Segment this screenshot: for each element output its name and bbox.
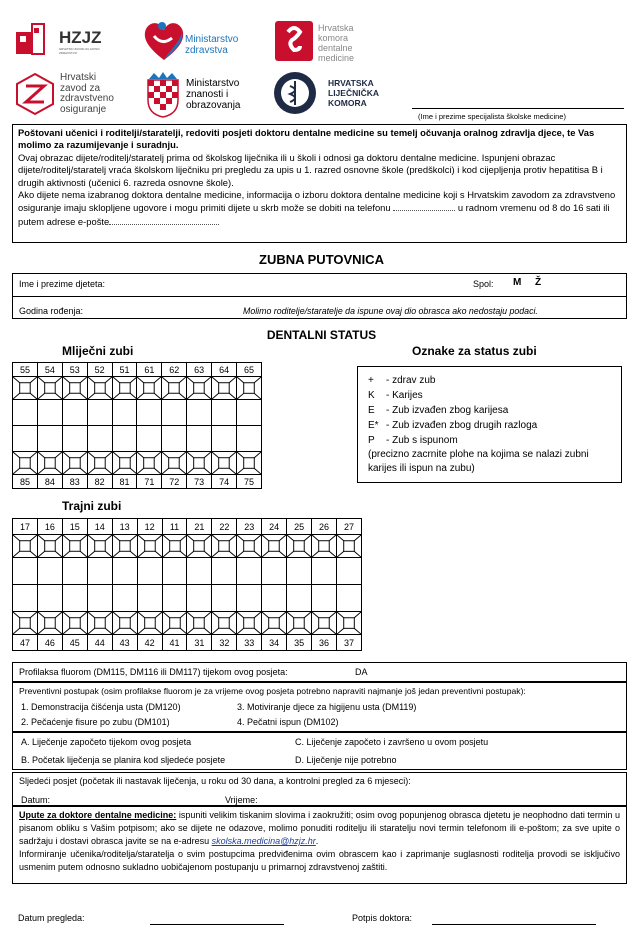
tooth-status-41[interactable] bbox=[162, 585, 187, 612]
tooth-number-82: 82 bbox=[87, 475, 112, 489]
tooth-surfaces-34[interactable] bbox=[262, 612, 287, 635]
hzzo-line1: Hrvatski bbox=[60, 72, 97, 83]
milk-upper-surfaces bbox=[13, 377, 262, 400]
tooth-status-63[interactable] bbox=[187, 400, 212, 426]
tooth-surfaces-32[interactable] bbox=[212, 612, 237, 635]
treatment-c[interactable]: C. Liječenje započeto i završeno u ovom posjetu bbox=[295, 737, 489, 747]
instructions-text bbox=[19, 809, 620, 848]
tooth-number-81: 81 bbox=[112, 475, 137, 489]
tooth-status-13[interactable] bbox=[112, 558, 137, 585]
tooth-surfaces-52[interactable] bbox=[87, 377, 112, 400]
tooth-number-16: 16 bbox=[37, 519, 62, 535]
instructions-end: . bbox=[315, 836, 319, 846]
doctor-signature-line[interactable] bbox=[432, 924, 596, 925]
tooth-number-36: 36 bbox=[312, 635, 337, 651]
croatian-coat-of-arms-icon bbox=[146, 72, 180, 118]
treatment-box bbox=[12, 732, 627, 770]
tooth-surfaces-64[interactable] bbox=[212, 377, 237, 400]
tooth-surfaces-24[interactable] bbox=[262, 535, 287, 558]
hlk-line2: LIJEČNIČKA bbox=[328, 88, 380, 98]
parents-note: Molimo roditelje/staratelje da ispune ovaj dio obrasca ako nedostaju podaci. bbox=[243, 306, 538, 316]
instructions-consent: Informiranje učenika/roditelja/staratelja o svim postupcima predviđenima ovim obrascem kao i zaprimanje suglasnosti roditelja provodi se isključivo usmenim putem odnosno sukladno uobičajenom postupanju u primarnoj zdravstvenoj zaštiti. bbox=[19, 849, 620, 872]
tooth-surfaces-63[interactable] bbox=[187, 377, 212, 400]
legend-text: - zdrav zub bbox=[386, 375, 436, 386]
tooth-status-51[interactable] bbox=[112, 400, 137, 426]
intro-contact-text-2: u radnom vremenu od 8 do 16 sati ili putem adrese e-pošte bbox=[18, 202, 610, 227]
tooth-status-36[interactable] bbox=[312, 585, 337, 612]
fluor-label: Profilaksa fluorom (DM115, DM116 ili DM117) tijekom ovog posjeta: bbox=[19, 667, 288, 677]
tooth-status-52[interactable] bbox=[87, 400, 112, 426]
tooth-status-34[interactable] bbox=[262, 585, 287, 612]
tooth-status-32[interactable] bbox=[212, 585, 237, 612]
tooth-number-31: 31 bbox=[187, 635, 212, 651]
tooth-number-45: 45 bbox=[62, 635, 87, 651]
tooth-surfaces-14[interactable] bbox=[87, 535, 112, 558]
tooth-surfaces-43[interactable] bbox=[112, 612, 137, 635]
tooth-status-46[interactable] bbox=[37, 585, 62, 612]
tooth-status-14[interactable] bbox=[87, 558, 112, 585]
milk-teeth-chart bbox=[12, 362, 262, 489]
tooth-status-75[interactable] bbox=[237, 426, 262, 452]
tooth-status-53[interactable] bbox=[62, 400, 87, 426]
tooth-number-75: 75 bbox=[237, 475, 262, 489]
tooth-status-43[interactable] bbox=[112, 585, 137, 612]
hzjz-sub: HRVATSKI ZAVOD ZA JAVNO ZDRAVSTVO bbox=[59, 47, 100, 55]
tooth-surfaces-26[interactable] bbox=[312, 535, 337, 558]
tooth-status-83[interactable] bbox=[62, 426, 87, 452]
tooth-status-25[interactable] bbox=[287, 558, 312, 585]
tooth-number-62: 62 bbox=[162, 363, 187, 377]
tooth-number-12: 12 bbox=[137, 519, 162, 535]
tooth-surfaces-62[interactable] bbox=[162, 377, 187, 400]
instructions-heading: Upute za doktore dentalne medicine: bbox=[19, 810, 177, 820]
doctor-signature-label: Potpis doktora: bbox=[352, 913, 413, 923]
tooth-status-81[interactable] bbox=[112, 426, 137, 452]
logo-hzzo bbox=[14, 72, 124, 116]
tooth-status-65[interactable] bbox=[237, 400, 262, 426]
preventive-item-4[interactable]: 4. Pečatni ispun (DM102) bbox=[237, 717, 339, 727]
tooth-surfaces-16[interactable] bbox=[37, 535, 62, 558]
milk-upper-status bbox=[13, 400, 262, 426]
tooth-surfaces-13[interactable] bbox=[112, 535, 137, 558]
tooth-number-83: 83 bbox=[62, 475, 87, 489]
legend-code: + bbox=[368, 375, 374, 386]
tooth-number-23: 23 bbox=[237, 519, 262, 535]
tooth-surfaces-82[interactable] bbox=[87, 452, 112, 475]
milk-lower-surfaces bbox=[13, 452, 262, 475]
tooth-number-21: 21 bbox=[187, 519, 212, 535]
tooth-surfaces-21[interactable] bbox=[187, 535, 212, 558]
instructions-box bbox=[12, 806, 627, 884]
kdm-line1: Hrvatska bbox=[318, 23, 354, 33]
tooth-status-33[interactable] bbox=[237, 585, 262, 612]
perm-lower-numbers bbox=[13, 635, 362, 651]
tooth-status-74[interactable] bbox=[212, 426, 237, 452]
preventive-label: Preventivni postupak (osim profilakse fluorom je za vrijeme ovog posjeta potrebno napraviti najmanje još jedan preventivni postupak): bbox=[19, 686, 526, 696]
fluor-box bbox=[12, 662, 627, 682]
tooth-number-13: 13 bbox=[112, 519, 137, 535]
tooth-status-72[interactable] bbox=[162, 426, 187, 452]
intro-contact bbox=[18, 189, 621, 228]
tooth-surfaces-71[interactable] bbox=[137, 452, 162, 475]
birth-year-label: Godina rođenja: bbox=[19, 306, 84, 316]
tooth-surfaces-23[interactable] bbox=[237, 535, 262, 558]
tooth-number-71: 71 bbox=[137, 475, 162, 489]
hzzo-emblem-icon bbox=[14, 72, 56, 116]
exam-date-label: Datum pregleda: bbox=[18, 913, 85, 923]
tooth-number-27: 27 bbox=[336, 519, 361, 535]
tooth-status-15[interactable] bbox=[62, 558, 87, 585]
tooth-number-74: 74 bbox=[212, 475, 237, 489]
legend-code: E* bbox=[368, 420, 379, 431]
hlk-line1: HRVATSKA bbox=[328, 78, 374, 88]
tooth-surfaces-37[interactable] bbox=[336, 612, 361, 635]
legend-code: P bbox=[368, 435, 375, 446]
milk-lower-numbers bbox=[13, 475, 262, 489]
tooth-surfaces-15[interactable] bbox=[62, 535, 87, 558]
kdm-line3: dentalne bbox=[318, 43, 353, 53]
tooth-number-11: 11 bbox=[162, 519, 187, 535]
next-visit-box bbox=[12, 772, 627, 806]
medical-chamber-seal-icon bbox=[272, 70, 318, 116]
tooth-number-26: 26 bbox=[312, 519, 337, 535]
preventive-item-1[interactable]: 1. Demonstracija čišćenja usta (DM120) bbox=[21, 702, 181, 712]
tooth-surfaces-45[interactable] bbox=[62, 612, 87, 635]
instructions-body: ispuniti velikim tiskanim slovima i zaokružiti; osim ovog popunjenog obrasca djetetu je neophodno dati termin u pisanom obliku s Vašim potpisom; ako se dijete ne odazove, molimo ponuditi roditelju ili staratelju novi termin telefonom ili e-poštom; za sve upite o sadržaju i dostavi obrasca javite se na e-adresu bbox=[19, 810, 621, 846]
logo-hzjz bbox=[14, 22, 109, 58]
legend-item bbox=[368, 418, 611, 433]
tooth-number-55: 55 bbox=[13, 363, 38, 377]
tooth-number-17: 17 bbox=[13, 519, 38, 535]
kdm-line4: medicine bbox=[318, 53, 355, 63]
tooth-number-51: 51 bbox=[112, 363, 137, 377]
specialist-name-line[interactable] bbox=[412, 108, 624, 109]
tooth-number-54: 54 bbox=[37, 363, 62, 377]
treatment-d[interactable]: D. Liječenje nije potrebno bbox=[295, 755, 397, 765]
phone-redacted bbox=[393, 201, 455, 211]
hzjz-name: HZJZ bbox=[59, 28, 102, 47]
legend-title: Oznake za status zubi bbox=[412, 344, 537, 358]
tooth-number-52: 52 bbox=[87, 363, 112, 377]
tooth-surfaces-46[interactable] bbox=[37, 612, 62, 635]
milk-teeth-title: Mliječni zubi bbox=[62, 344, 134, 358]
hzzo-line3: zdravstveno bbox=[60, 93, 114, 104]
mz-line1: Ministarstvo bbox=[185, 34, 239, 45]
tooth-surfaces-22[interactable] bbox=[212, 535, 237, 558]
tooth-status-71[interactable] bbox=[137, 426, 162, 452]
child-info-box bbox=[12, 273, 627, 319]
legend-code: K bbox=[368, 390, 375, 401]
email-redacted bbox=[109, 215, 219, 225]
tooth-status-35[interactable] bbox=[287, 585, 312, 612]
intro-contact-text: Ako dijete nema izabranog doktora dentalne medicine, informacija o izboru doktora dentalne medicine koji s Hrvatskim zavodom za zdravstveno osiguranje imaju sklopljene ugovore i mogu primiti dijete u skrb može se dobiti na telefonu bbox=[18, 189, 616, 214]
tooth-surfaces-36[interactable] bbox=[312, 612, 337, 635]
tooth-surfaces-41[interactable] bbox=[162, 612, 187, 635]
legend-text: - Zub s ispunom bbox=[386, 435, 458, 446]
tooth-status-17[interactable] bbox=[13, 558, 38, 585]
legend-note: (precizno zacrnite plohe na kojima se nalazi zubni karijes ili ispun na zubu) bbox=[368, 449, 589, 474]
preventive-item-2[interactable]: 2. Pečaćenje fisure po zubu (DM101) bbox=[21, 717, 170, 727]
logo-ministarstvo-zdravstva bbox=[140, 16, 260, 64]
mzo-line2: znanosti i bbox=[186, 89, 229, 100]
tooth-surfaces-27[interactable] bbox=[336, 535, 361, 558]
specialist-name-label: (Ime i prezime specijalista školske medicine) bbox=[418, 112, 566, 121]
tooth-status-31[interactable] bbox=[187, 585, 212, 612]
tooth-status-55[interactable] bbox=[13, 400, 38, 426]
tooth-surfaces-53[interactable] bbox=[62, 377, 87, 400]
tooth-status-12[interactable] bbox=[137, 558, 162, 585]
tooth-surfaces-65[interactable] bbox=[237, 377, 262, 400]
tooth-status-64[interactable] bbox=[212, 400, 237, 426]
tooth-number-72: 72 bbox=[162, 475, 187, 489]
sex-option-m[interactable]: M bbox=[513, 277, 522, 288]
tooth-surfaces-84[interactable] bbox=[37, 452, 62, 475]
tooth-number-63: 63 bbox=[187, 363, 212, 377]
logo-hlk bbox=[272, 70, 392, 116]
legend-text: - Zub izvađen zbog drugih razloga bbox=[386, 420, 538, 431]
logo-ministarstvo-znanosti bbox=[146, 72, 266, 118]
mz-line2: zdravstva bbox=[185, 45, 228, 56]
intro-box bbox=[12, 124, 627, 243]
hzjz-emblem-icon bbox=[14, 22, 54, 58]
child-name-label: Ime i prezime djeteta: bbox=[19, 279, 106, 289]
tooth-surfaces-74[interactable] bbox=[212, 452, 237, 475]
perm-upper-status bbox=[13, 558, 362, 585]
tooth-number-32: 32 bbox=[212, 635, 237, 651]
treatment-a[interactable]: A. Liječenje započeto tijekom ovog posjeta bbox=[21, 737, 192, 747]
tooth-status-16[interactable] bbox=[37, 558, 62, 585]
tooth-status-22[interactable] bbox=[212, 558, 237, 585]
perm-upper-numbers bbox=[13, 519, 362, 535]
tooth-number-37: 37 bbox=[336, 635, 361, 651]
tooth-number-43: 43 bbox=[112, 635, 137, 651]
instructions-email-link[interactable]: skolska.medicina@hzjz.hr bbox=[211, 836, 316, 846]
intro-purpose: Ovaj obrazac dijete/roditelj/staratelj prima od školskog liječnika ili u školi i odnosi ga doktoru dentalne medicine. Ispunjeni obrazac dijete/roditelj/staratelj vraća školskom liječniku pri pregledu za upis u 1. razred osnovne škole (predškolci) i kod cijepljenja protiv hepatitisa B i drugih aktivnosti (učenici 6. razreda osnovne škole). bbox=[18, 151, 603, 188]
tooth-status-47[interactable] bbox=[13, 585, 38, 612]
tooth-number-22: 22 bbox=[212, 519, 237, 535]
dental-status-title: DENTALNI STATUS bbox=[266, 328, 377, 342]
sex-option-z[interactable]: Ž bbox=[535, 277, 542, 288]
tooth-surfaces-33[interactable] bbox=[237, 612, 262, 635]
tooth-status-23[interactable] bbox=[237, 558, 262, 585]
tooth-number-44: 44 bbox=[87, 635, 112, 651]
legend-item bbox=[368, 403, 611, 418]
tooth-surfaces-25[interactable] bbox=[287, 535, 312, 558]
legend-item bbox=[368, 373, 611, 388]
tooth-surfaces-75[interactable] bbox=[237, 452, 262, 475]
tooth-surfaces-42[interactable] bbox=[137, 612, 162, 635]
tooth-number-85: 85 bbox=[13, 475, 38, 489]
form-title: ZUBNA PUTOVNICA bbox=[259, 252, 384, 267]
tooth-status-82[interactable] bbox=[87, 426, 112, 452]
tooth-surfaces-54[interactable] bbox=[37, 377, 62, 400]
tooth-status-73[interactable] bbox=[187, 426, 212, 452]
tooth-surfaces-11[interactable] bbox=[162, 535, 187, 558]
tooth-status-61[interactable] bbox=[137, 400, 162, 426]
tooth-status-37[interactable] bbox=[336, 585, 361, 612]
exam-date-line[interactable] bbox=[150, 924, 284, 925]
fluor-value[interactable]: DA bbox=[355, 667, 368, 677]
mzo-line1: Ministarstvo bbox=[186, 78, 240, 89]
tooth-surfaces-35[interactable] bbox=[287, 612, 312, 635]
dental-chamber-icon bbox=[274, 20, 314, 62]
tooth-number-53: 53 bbox=[62, 363, 87, 377]
tooth-status-54[interactable] bbox=[37, 400, 62, 426]
tooth-status-62[interactable] bbox=[162, 400, 187, 426]
tooth-number-14: 14 bbox=[87, 519, 112, 535]
tooth-status-27[interactable] bbox=[336, 558, 361, 585]
tooth-surfaces-47[interactable] bbox=[13, 612, 38, 635]
tooth-surfaces-61[interactable] bbox=[137, 377, 162, 400]
preventive-box bbox=[12, 682, 627, 732]
milk-lower-status bbox=[13, 426, 262, 452]
tooth-surfaces-17[interactable] bbox=[13, 535, 38, 558]
preventive-item-3[interactable]: 3. Motiviranje djece za higijenu usta (DM119) bbox=[237, 702, 417, 712]
treatment-b[interactable]: B. Početak liječenja se planira kod sljedeće posjete bbox=[21, 755, 226, 765]
legend-text: - Zub izvađen zbog karijesa bbox=[386, 405, 509, 416]
logo-komora-dentalne bbox=[274, 20, 374, 64]
tooth-status-42[interactable] bbox=[137, 585, 162, 612]
hzzo-line2: zavod za bbox=[60, 82, 101, 94]
legend-item bbox=[368, 433, 611, 448]
tooth-number-15: 15 bbox=[62, 519, 87, 535]
legend-box bbox=[357, 366, 622, 483]
tooth-surfaces-83[interactable] bbox=[62, 452, 87, 475]
hzzo-line4: osiguranje bbox=[60, 103, 107, 115]
tooth-surfaces-85[interactable] bbox=[13, 452, 38, 475]
legend-code: E bbox=[368, 405, 375, 416]
tooth-status-21[interactable] bbox=[187, 558, 212, 585]
perm-lower-status bbox=[13, 585, 362, 612]
tooth-number-84: 84 bbox=[37, 475, 62, 489]
kdm-line2: komora bbox=[318, 33, 349, 43]
tooth-number-34: 34 bbox=[262, 635, 287, 651]
tooth-number-64: 64 bbox=[212, 363, 237, 377]
tooth-number-47: 47 bbox=[13, 635, 38, 651]
tooth-status-11[interactable] bbox=[162, 558, 187, 585]
next-visit-time[interactable]: Vrijeme: bbox=[225, 795, 258, 805]
tooth-surfaces-31[interactable] bbox=[187, 612, 212, 635]
tooth-number-42: 42 bbox=[137, 635, 162, 651]
sex-label: Spol: bbox=[473, 279, 494, 289]
tooth-status-26[interactable] bbox=[312, 558, 337, 585]
tooth-surfaces-55[interactable] bbox=[13, 377, 38, 400]
tooth-number-61: 61 bbox=[137, 363, 162, 377]
permanent-teeth-title: Trajni zubi bbox=[62, 499, 122, 513]
tooth-surfaces-81[interactable] bbox=[112, 452, 137, 475]
tooth-surfaces-12[interactable] bbox=[137, 535, 162, 558]
tooth-surfaces-44[interactable] bbox=[87, 612, 112, 635]
tooth-status-84[interactable] bbox=[37, 426, 62, 452]
mzo-line3: obrazovanja bbox=[186, 100, 241, 111]
tooth-status-85[interactable] bbox=[13, 426, 38, 452]
tooth-number-33: 33 bbox=[237, 635, 262, 651]
tooth-number-46: 46 bbox=[37, 635, 62, 651]
info-divider bbox=[13, 296, 626, 297]
tooth-number-41: 41 bbox=[162, 635, 187, 651]
tooth-number-35: 35 bbox=[287, 635, 312, 651]
tooth-number-24: 24 bbox=[262, 519, 287, 535]
heart-logo-icon bbox=[140, 16, 188, 64]
next-visit-date[interactable]: Datum: bbox=[21, 795, 51, 805]
intro-greeting: Poštovani učenici i roditelji/staratelji, redoviti posjeti doktoru dentalne medicine su temelj očuvanja oralnog zdravlja djece, te Vas molimo za razumijevanje i suradnju. bbox=[18, 127, 595, 151]
next-visit-label: Sljedeći posjet (početak ili nastavak liječenja, u roku od 30 dana, a kontrolni pregled za 6 mjeseci): bbox=[19, 776, 411, 786]
milk-upper-numbers bbox=[13, 363, 262, 377]
perm-upper-surfaces bbox=[13, 535, 362, 558]
tooth-number-65: 65 bbox=[237, 363, 262, 377]
tooth-surfaces-72[interactable] bbox=[162, 452, 187, 475]
perm-lower-surfaces bbox=[13, 612, 362, 635]
tooth-surfaces-51[interactable] bbox=[112, 377, 137, 400]
legend-text: - Karijes bbox=[386, 390, 423, 401]
tooth-status-44[interactable] bbox=[87, 585, 112, 612]
tooth-status-24[interactable] bbox=[262, 558, 287, 585]
tooth-number-25: 25 bbox=[287, 519, 312, 535]
hlk-line3: KOMORA bbox=[328, 98, 367, 108]
tooth-number-73: 73 bbox=[187, 475, 212, 489]
tooth-status-45[interactable] bbox=[62, 585, 87, 612]
permanent-teeth-chart bbox=[12, 518, 362, 651]
tooth-surfaces-73[interactable] bbox=[187, 452, 212, 475]
legend-item bbox=[368, 388, 611, 403]
